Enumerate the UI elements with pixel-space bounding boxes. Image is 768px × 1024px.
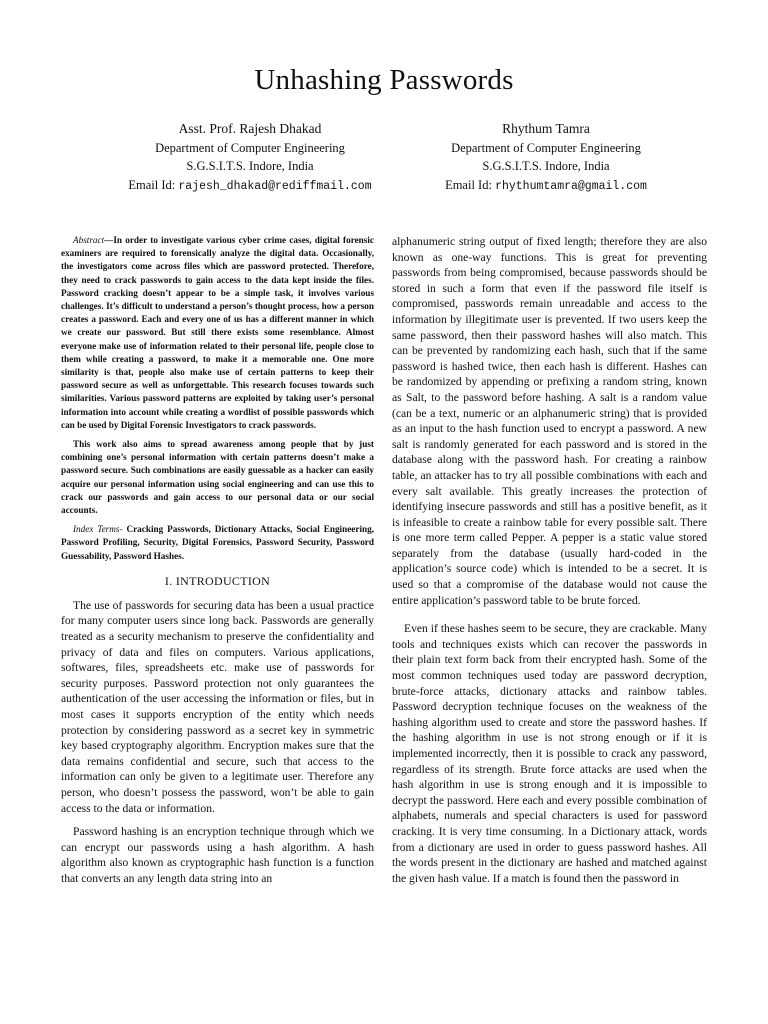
author-name: Asst. Prof. Rajesh Dhakad <box>178 121 322 136</box>
paper-title: Unhashing Passwords <box>254 64 514 96</box>
author-institute: S.G.S.I.T.S. Indore, India <box>186 159 314 173</box>
email-label: Email Id: <box>128 177 176 192</box>
author-email-line <box>396 176 696 197</box>
author-institute: S.G.S.I.T.S. Indore, India <box>482 159 610 173</box>
index-terms <box>61 523 374 563</box>
author-name: Rhythum Tamra <box>502 121 590 136</box>
section-heading-introduction: I. INTRODUCTION <box>164 573 271 588</box>
right-column <box>392 234 707 886</box>
body-paragraph: Password hashing is an encryption technique through which we can encrypt our passwords using a hash algorithm. A hash algorithm also known as cryptographic hash function is a function that converts an any length data string into an <box>61 825 374 885</box>
author-email-line <box>100 176 400 197</box>
index-terms-text: Cracking Passwords, Dictionary Attacks, Social Engineering, Password Profiling, Security, Digital Forensics, Password Security, Password Guessability, Password Hashes. <box>61 524 375 561</box>
author-email[interactable]: rajesh_dhakad@rediffmail.com <box>178 179 372 193</box>
left-column <box>61 234 374 887</box>
body-paragraph: alphanumeric string output of fixed length; therefore they are also known as one-way functions. This is great for preventing passwords from being compromised, because passwords should be stored in such a form that even if the password file itself is compromised, passwords remain unreadable and access to the information by illegitimate user is prevented. If two users keep the same password, then their password hashes will also match. This can be prevented by randomizing each hash, such that if the same password is hashed twice, then each hash is different. Hashes can be randomized by appending or prefixing a random string, known as Salt, to the password before hashing. A salt is a random value (can be a text, numeric or an alphanumeric string) that is provided as an input to the hash function used to encrypt a password. A new salt is randomly generated for each password and is stored in the database along with the password hash. For creating a rainbow table, an attacker has to try all possible combinations with each and every salt available. This greatly increases the protection of identifying insecure passwords and still has a positive benefit, as it is infeasible to create a rainbow table for every possible salt. There is one more term called Pepper. A pepper is a static value stored separately from the database (usually hard-coded in the application’s source code) which is intended to be a secret. It is used so that a compromise of the database would not cause the entire application’s password table to be brute forced. <box>392 235 707 607</box>
abstract-paragraph <box>61 234 374 432</box>
author-block-1 <box>100 120 400 196</box>
author-department: Department of Computer Engineering <box>155 140 345 155</box>
index-terms-label: Index Terms- <box>73 524 123 535</box>
email-label: Email Id: <box>445 177 492 192</box>
author-email[interactable]: rhythumtamra@gmail.com <box>495 179 647 193</box>
abstract-text: —In order to investigate various cyber crime cases, digital forensic examiners are required to forensically analyze the digital data. Occasionally, the investigators come across files which are password protected. Therefore, they need to crack passwords to gain access to the data kept inside the files. Password cracking doesn’t appear to be a simple task, it involves various challenges. It’s difficult to understand a person’s thought process, how a person creates a password. Each and every one of us has a different manner in which we create our password. But still there exists some resemblance. Almost everyone make use of information related to their personal life, people close to them while creating a password, to make it a memorable one. One more similarity is that, people also make use of certain patterns to keep their password secure as well as unforgettable. This research focuses towards such similarities. Various password patterns are exploited by taking user’s personal information into account while creating a wordlist of possible passwords which can be used by Digital Forensic Investigators to crack passwords. <box>61 235 374 430</box>
author-department: Department of Computer Engineering <box>451 140 641 155</box>
author-block-2 <box>396 120 696 196</box>
abstract-label: Abstract <box>73 235 105 245</box>
body-paragraph: The use of passwords for securing data has been a usual practice for many computer users since long back. Passwords are generally treated as a security mechanism to preserve the confidentiality and privacy of data and files on computers. Various applications, softwares, files, spreadsheets etc. make use of passwords for security purposes. Password protection not only guarantees the authentication of the user accessing the information or files, but in most cases it supports encryption of the entity which needs protection by considering password as a secret key in symmetric key based cryptography algorithm. Encryption makes sure that the data remains confidential and secure, such that access to the information can only be given to a legitimate user. Therefore any person, who doesn’t possess the password, won’t be able to gain access to the data or information. <box>61 598 374 815</box>
body-paragraph: Even if these hashes seem to be secure, they are crackable. Many tools and techniques exists which can recover the passwords in their plain text form back from their encrypted hash. Some of the most common techniques used today are password decryption, brute-force attacks, dictionary attacks and rainbow tables. Password decryption technique focuses on the weakness of the hashing algorithm used to create and store the password hashes. If the hashing algorithm in use is not strong enough or if it is implemented incorrectly, then it is possible to crack any password, regardless of its strength. Brute force attacks are used when the hash algorithm in use is strong enough and it is impossible to decrypt the password. Here each and every possible combination of alphabets, numerals and special characters is used for password cracking. It is very time consuming. In a Dictionary attack, words from a dictionary are used in order to guess password hashes. All the words present in the dictionary are hashed and matched against the given hash value. If a match is found then the password in <box>392 622 707 885</box>
abstract-paragraph-2: This work also aims to spread awareness among people that by just combining one’s personal information with certain patterns doesn’t make a password secure. Such combinations are easily guessable as a hacker can easily acquire our personal information using social engineering and can use this to crack our passwords and gain access to our personal data or our social accounts. <box>61 439 374 516</box>
